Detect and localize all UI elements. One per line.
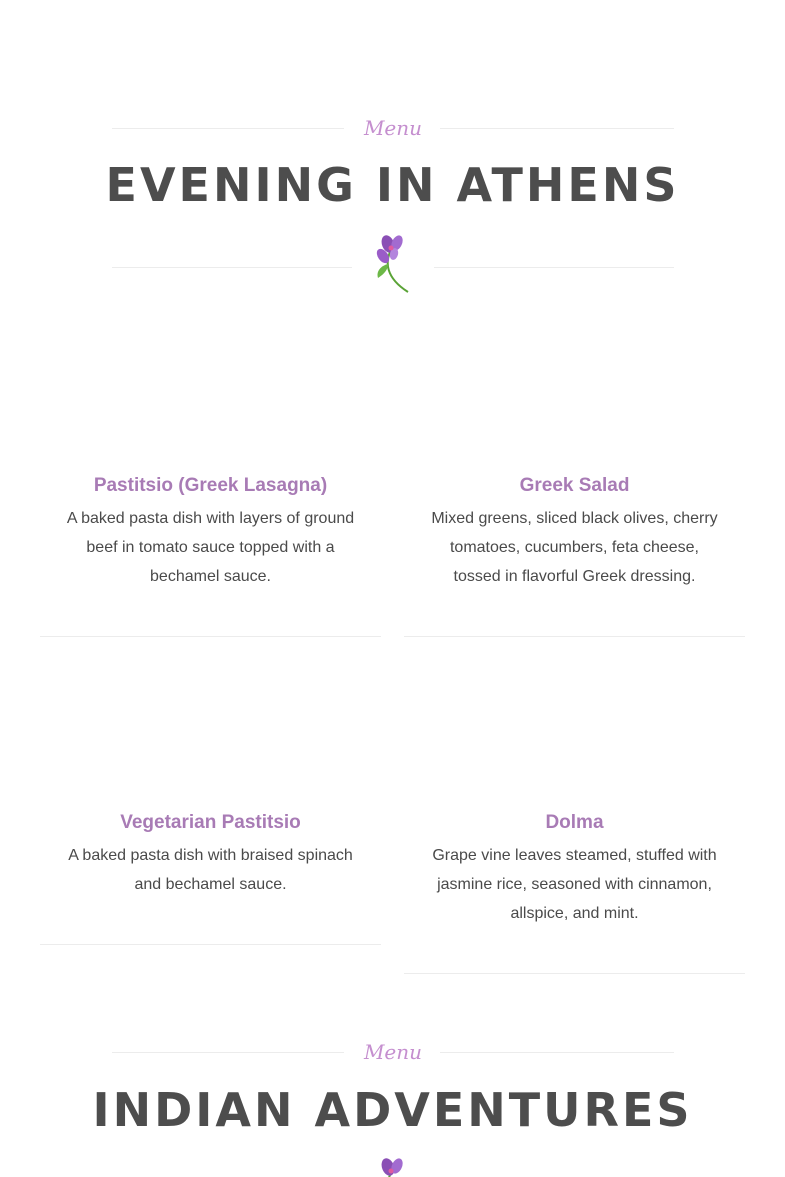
menu-title: EVENING IN ATHENS <box>105 158 680 212</box>
menu-item-name: Pastitsio (Greek Lasagna) <box>93 475 328 496</box>
menu-item-name: Dolma <box>545 812 604 833</box>
item-divider <box>404 973 745 974</box>
menu-item-description: A baked pasta dish with layers of ground beef in tomato sauce topped with a bechamel sauce. <box>66 510 355 585</box>
menu-section-indian <box>0 990 785 1177</box>
menu-item-description: A baked pasta dish with braised spinach and bechamel sauce. <box>68 847 353 893</box>
menu-item <box>40 809 381 899</box>
menu-title: INDIAN ADVENTURES <box>92 1083 693 1137</box>
menu-item-description: Grape vine leaves steamed, stuffed with jasmine rice, seasoned with cinnamon, allspice, and mint. <box>432 847 717 922</box>
flower-divider <box>112 1157 674 1177</box>
menu-item <box>40 472 381 591</box>
divider-line <box>112 267 352 268</box>
item-divider <box>404 636 745 637</box>
flower-divider <box>112 234 674 294</box>
divider-line <box>440 1052 674 1053</box>
menu-item-name: Greek Salad <box>519 475 630 496</box>
divider-line <box>440 128 674 129</box>
item-divider <box>40 636 381 637</box>
menu-item <box>404 809 745 928</box>
menu-kicker-row <box>112 113 674 143</box>
menu-kicker-row <box>112 1037 674 1067</box>
menu-item <box>404 472 745 591</box>
menu-kicker: Menu <box>363 116 423 140</box>
menu-item-description: Mixed greens, sliced black olives, cherry tomatoes, cucumbers, feta cheese, tossed in flavorful Greek dressing. <box>431 510 718 585</box>
item-divider <box>40 944 381 945</box>
purple-flower-icon <box>370 234 414 294</box>
purple-flower-icon <box>370 1157 414 1177</box>
divider-line <box>434 267 674 268</box>
menu-kicker: Menu <box>363 1040 423 1064</box>
menu-item-name: Vegetarian Pastitsio <box>120 812 301 833</box>
